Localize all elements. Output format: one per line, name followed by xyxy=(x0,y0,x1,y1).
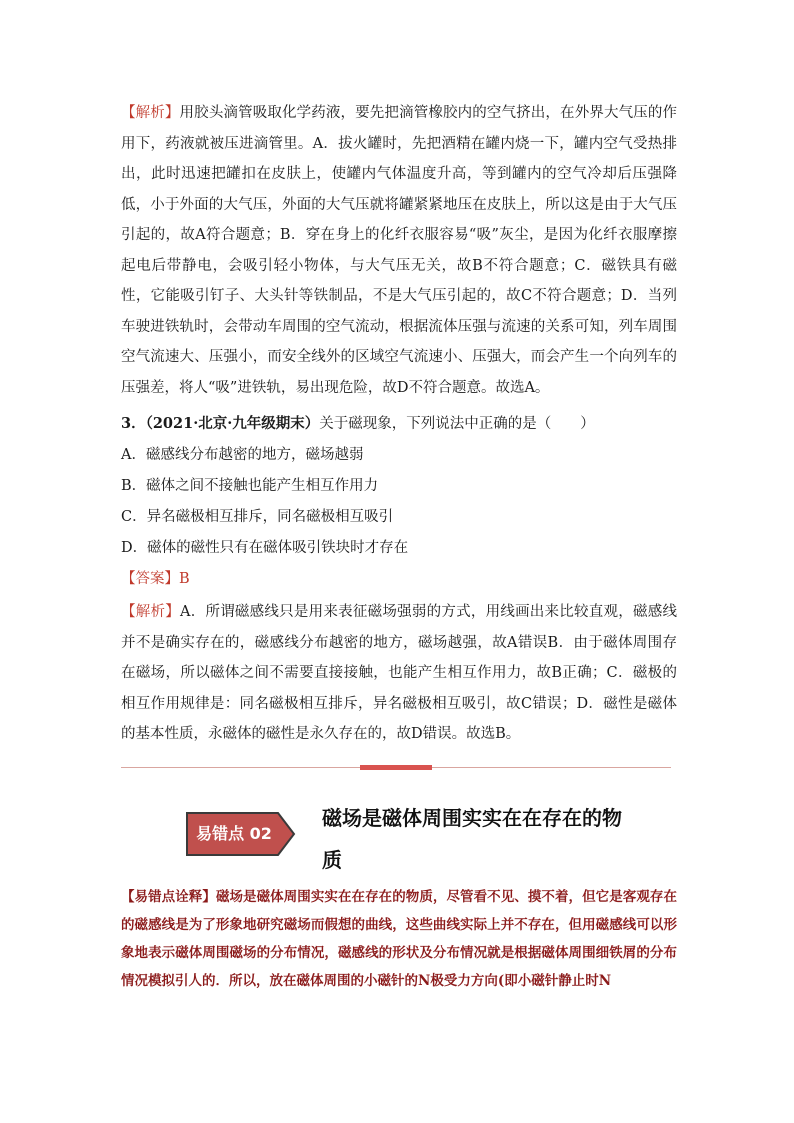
analysis-paragraph-1 xyxy=(121,98,677,403)
error-point-badge xyxy=(186,812,296,856)
explanation-tag: 【易错点诠释】 xyxy=(121,889,216,905)
answer-line xyxy=(121,569,190,589)
badge-label: 易错点 02 xyxy=(196,824,272,843)
analysis-text: A．所谓磁感线只是用来表征磁场强弱的方式，用线画出来比较直观，磁感线并不是确实存在的，磁感线分布越密的地方，磁场越强，故A错误B．由于磁体周围存在磁场，所以磁体之间不需要直接接触，也能产生相互作用力，故B正确；C．磁极的相互作用规律是：同名磁极相互排斥，异名磁极相互吸引，故C错误；D．磁性是磁体的基本性质，永磁体的磁性是永久存在的，故D错误。故选B。 xyxy=(121,604,678,742)
analysis-tag: 【解析】 xyxy=(121,105,180,121)
analysis-text: 用胶头滴管吸取化学药液，要先把滴管橡胶内的空气挤出，在外界大气压的作用下，药液就被压进滴管里。A．拔火罐时，先把酒精在罐内烧一下，罐内空气受热排出，此时迅速把罐扣在皮肤上，使罐内气体温度升高，等到罐内的空气冷却后压强降低，小于外面的大气压，外面的大气压就将罐紧紧地压在皮肤上，所以这是由于大气压引起的，故A符合题意；B．穿在身上的化纤衣服容易“吸”灰尘，是因为化纤衣服摩擦起电后带静电，会吸引轻小物体，与大气压无关，故B不符合题意；C．磁铁具有磁性，它能吸引钉子、大头针等铁制品，不是大气压引起的，故C不符合题意；D．当列车驶进铁轨时，会带动车周围的空气流动，根据流体压强与流速的关系可知，列车周围空气流速大、压强小，而安全线外的区域空气流速小、压强大，而会产生一个向列车的压强差，将人“吸”进铁轨，易出现危险，故D不符合题意。故选A。 xyxy=(121,105,678,396)
error-explanation xyxy=(121,883,677,995)
question-number: 3． xyxy=(121,415,146,432)
explanation-text: 磁场是磁体周围实实在在存在的物质，尽管看不见、摸不着，但它是客观存在的磁感线是为了形象地研究磁场而假想的曲线，这些曲线实际上并不存在，但用磁感线可以形象地表示磁体周围磁场的分布情况，磁感线的形状及分布情况就是根据磁体周围细铁屑的分布情况模拟引人的．所以，放在磁体周围的小磁针的N极受力方向(即小磁针静止时N xyxy=(121,889,677,989)
question-3 xyxy=(121,414,595,434)
option-b: B．磁体之间不接触也能产生相互作用力 xyxy=(121,478,379,494)
analysis-tag: 【解析】 xyxy=(121,604,180,620)
answer-value: B xyxy=(179,571,190,587)
section-heading: 磁场是磁体周围实实在在存在的物质 xyxy=(322,806,622,872)
answer-tag: 【答案】 xyxy=(121,571,179,587)
analysis-paragraph-2 xyxy=(121,597,677,750)
option-c: C．异名磁极相互排斥，同名磁极相互吸引 xyxy=(121,509,394,525)
option-d: D．磁体的磁性只有在磁体吸引铁块时才存在 xyxy=(121,540,409,556)
section-divider-accent xyxy=(360,765,432,770)
question-stem: 关于磁现象，下列说法中正确的是（ ） xyxy=(319,416,595,432)
question-source: （2021·北京·九年级期末） xyxy=(145,415,320,432)
option-a: A．磁感线分布越密的地方，磁场越弱 xyxy=(121,447,364,463)
